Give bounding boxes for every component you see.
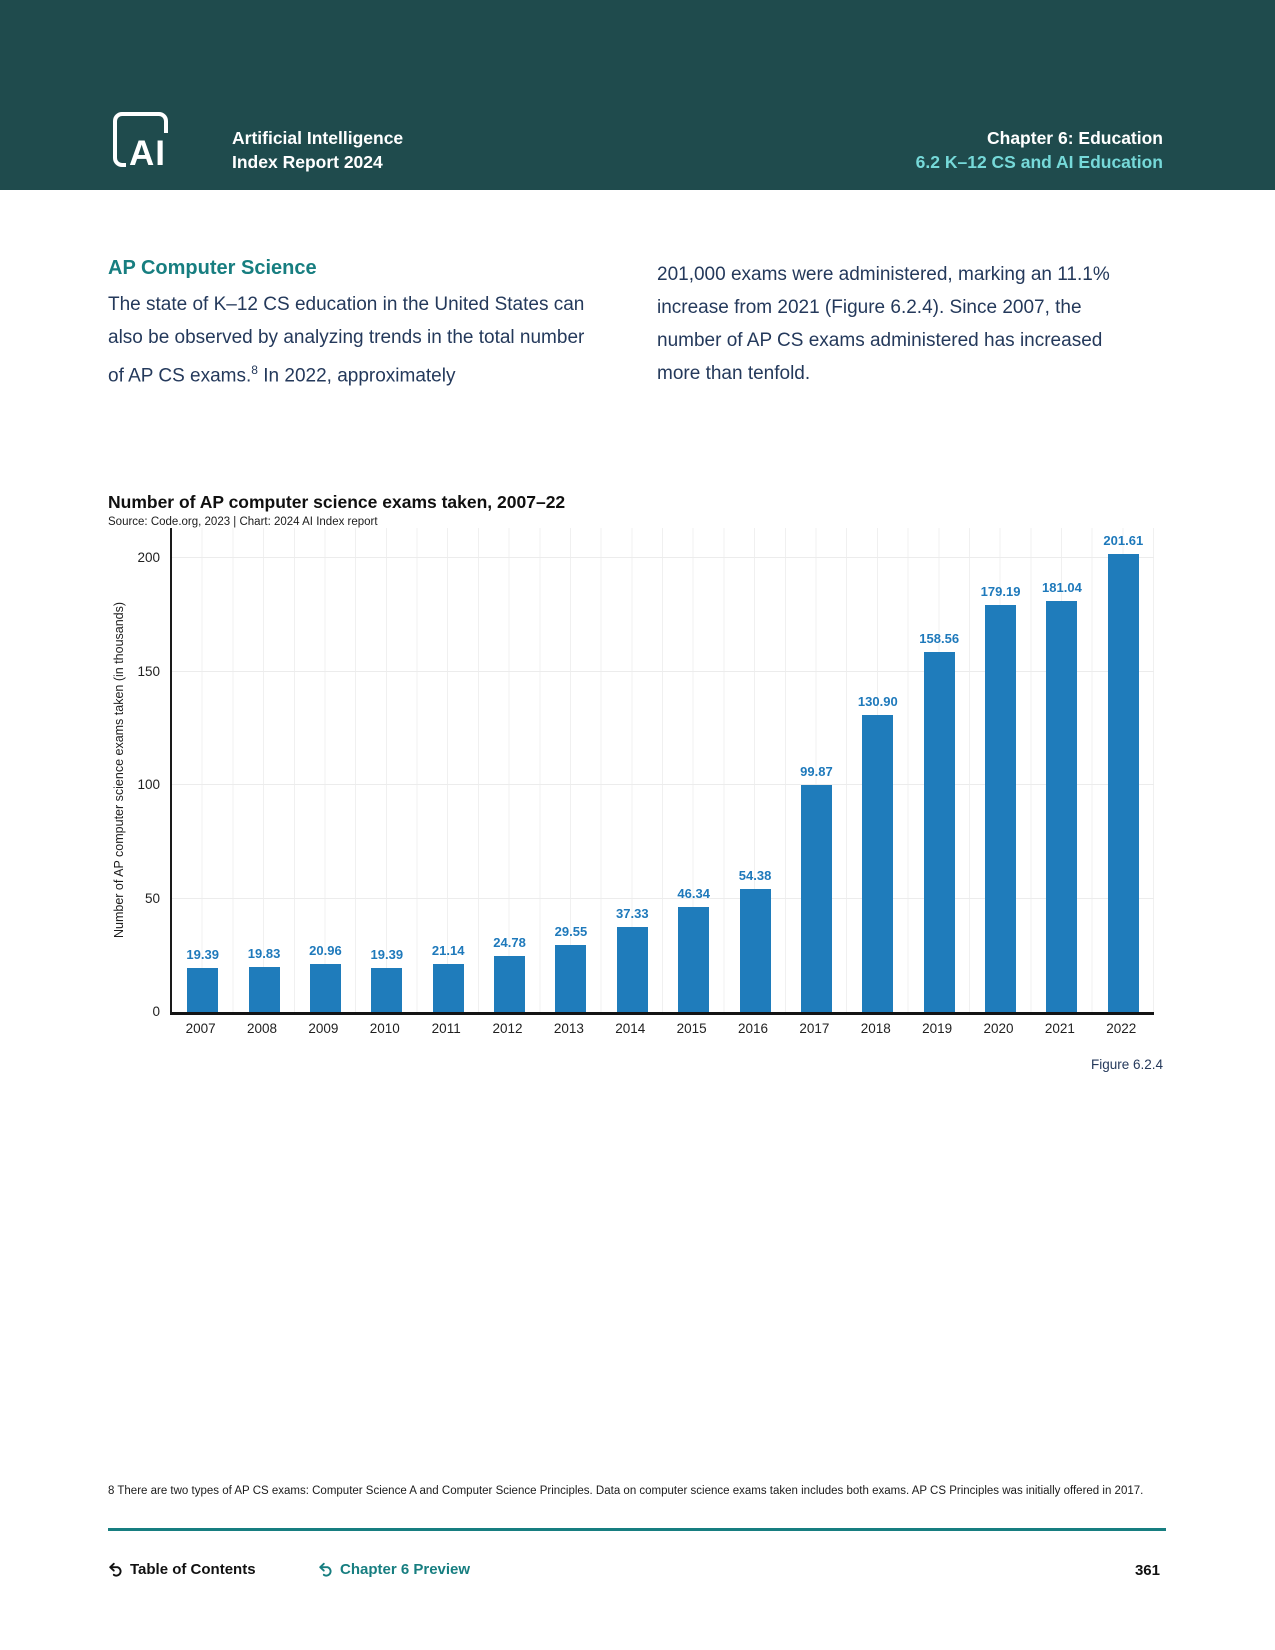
y-tick-50: 50 xyxy=(144,890,160,906)
bar-2012 xyxy=(494,956,525,1012)
x-tick-2015: 2015 xyxy=(676,1021,707,1036)
x-tick-2020: 2020 xyxy=(983,1021,1014,1036)
footer-divider xyxy=(108,1528,1166,1531)
x-tick-2019: 2019 xyxy=(922,1021,953,1036)
x-tick-2018: 2018 xyxy=(860,1021,891,1036)
y-tick-100: 100 xyxy=(137,777,160,792)
report-title xyxy=(232,126,403,174)
bar-2010 xyxy=(371,968,402,1012)
section-heading: AP Computer Science xyxy=(108,257,317,279)
chapter-label: Chapter 6: Education xyxy=(987,128,1163,148)
plot-area xyxy=(137,528,1154,1019)
bar-2014 xyxy=(617,927,648,1012)
bar-2017 xyxy=(801,785,832,1012)
figure-caption: Figure 6.2.4 xyxy=(1090,1057,1163,1072)
bar-value-2016: 54.38 xyxy=(738,867,772,883)
x-tick-2016: 2016 xyxy=(738,1021,769,1036)
y-axis-title: Number of AP computer science exams taken (in thousands) xyxy=(112,601,126,939)
bar-2022 xyxy=(1108,554,1139,1012)
bar-value-2015: 46.34 xyxy=(677,885,710,901)
bar-2018 xyxy=(862,715,893,1012)
body-paragraph-left xyxy=(108,288,594,392)
bar-value-2011: 21.14 xyxy=(431,943,465,959)
page-number: 361 xyxy=(1134,1562,1160,1579)
bar-value-2012: 24.78 xyxy=(493,934,526,950)
report-title-line1: Artificial Intelligence xyxy=(232,128,404,148)
chapter-preview-link[interactable] xyxy=(318,1561,470,1578)
body-paragraph-right: 201,000 exams were administered, marking an 11.1% increase from 2021 (Figure 6.2.4). Since 2007, the number of AP CS exams administered has increased more than tenfold. xyxy=(657,264,1110,384)
footnote-reference: 8 xyxy=(251,363,258,377)
bar-value-2019: 158.56 xyxy=(919,631,960,647)
bar-value-2010: 19.39 xyxy=(370,947,404,962)
x-tick-2021: 2021 xyxy=(1044,1021,1075,1036)
x-tick-2013: 2013 xyxy=(553,1021,584,1036)
gridline-y-200 xyxy=(172,557,1154,558)
bar-value-2009: 20.96 xyxy=(309,943,342,959)
bar-value-2007: 19.39 xyxy=(186,947,219,962)
table-of-contents-link[interactable] xyxy=(108,1561,256,1578)
y-tick-200: 200 xyxy=(137,550,160,565)
chart-title: Number of AP computer science exams taken, 2007–22 xyxy=(108,492,566,512)
bar-value-2020: 179.19 xyxy=(980,584,1021,600)
bar-value-2022: 201.61 xyxy=(1103,533,1144,549)
bar-2011 xyxy=(433,964,464,1012)
bar-2020 xyxy=(985,605,1016,1012)
ai-index-logo-letters: AI xyxy=(126,133,169,175)
body-text-left: The state of K–12 CS education in the United States can also be observed by analyzing trends in the total number of AP CS exams. xyxy=(108,294,585,387)
return-arrow-icon xyxy=(108,1562,123,1577)
body-text-left-cont: In 2022, approximately xyxy=(257,365,456,387)
bar-2015 xyxy=(678,907,709,1012)
x-axis-labels xyxy=(170,1021,1152,1041)
bar-2008 xyxy=(249,967,280,1012)
x-tick-2010: 2010 xyxy=(369,1021,400,1036)
x-tick-2022: 2022 xyxy=(1106,1021,1137,1036)
x-tick-2017: 2017 xyxy=(799,1021,830,1036)
x-tick-2012: 2012 xyxy=(492,1021,523,1036)
chapter-preview-label: Chapter 6 Preview xyxy=(340,1561,471,1578)
x-tick-2014: 2014 xyxy=(615,1021,646,1036)
y-tick-0: 0 xyxy=(152,1004,160,1019)
x-tick-2007: 2007 xyxy=(185,1021,216,1036)
bar-2013 xyxy=(555,945,586,1012)
section-label: 6.2 K–12 CS and AI Education xyxy=(915,152,1163,172)
bar-2019 xyxy=(924,652,955,1012)
header-band xyxy=(0,0,1275,190)
bar-2007 xyxy=(187,968,218,1012)
y-tick-150: 150 xyxy=(137,663,160,679)
x-tick-2009: 2009 xyxy=(308,1021,339,1036)
chapter-info xyxy=(916,126,1163,174)
table-of-contents-label: Table of Contents xyxy=(130,1561,256,1578)
bar-value-2013: 29.55 xyxy=(554,923,588,939)
bar-value-2014: 37.33 xyxy=(616,906,649,922)
report-title-line2: Index Report 2024 xyxy=(232,152,383,172)
x-tick-2011: 2011 xyxy=(431,1021,461,1036)
footnote: 8 There are two types of AP CS exams: Computer Science A and Computer Science Principles. Data on computer science exams taken includes both exams. AP CS Principles was initially offered in 2017. xyxy=(108,1485,1144,1497)
x-tick-2008: 2008 xyxy=(247,1021,278,1036)
bar-2009 xyxy=(310,964,341,1012)
bar-value-2018: 130.90 xyxy=(857,693,898,709)
bar-2021 xyxy=(1046,601,1077,1012)
bar-2016 xyxy=(740,889,771,1012)
bar-value-2017: 99.87 xyxy=(800,764,833,780)
return-arrow-icon xyxy=(318,1562,333,1577)
bar-value-2008: 19.83 xyxy=(247,946,281,961)
bar-value-2021: 181.04 xyxy=(1042,580,1082,596)
chart-source: Source: Code.org, 2023 | Chart: 2024 AI Index report xyxy=(108,516,378,528)
